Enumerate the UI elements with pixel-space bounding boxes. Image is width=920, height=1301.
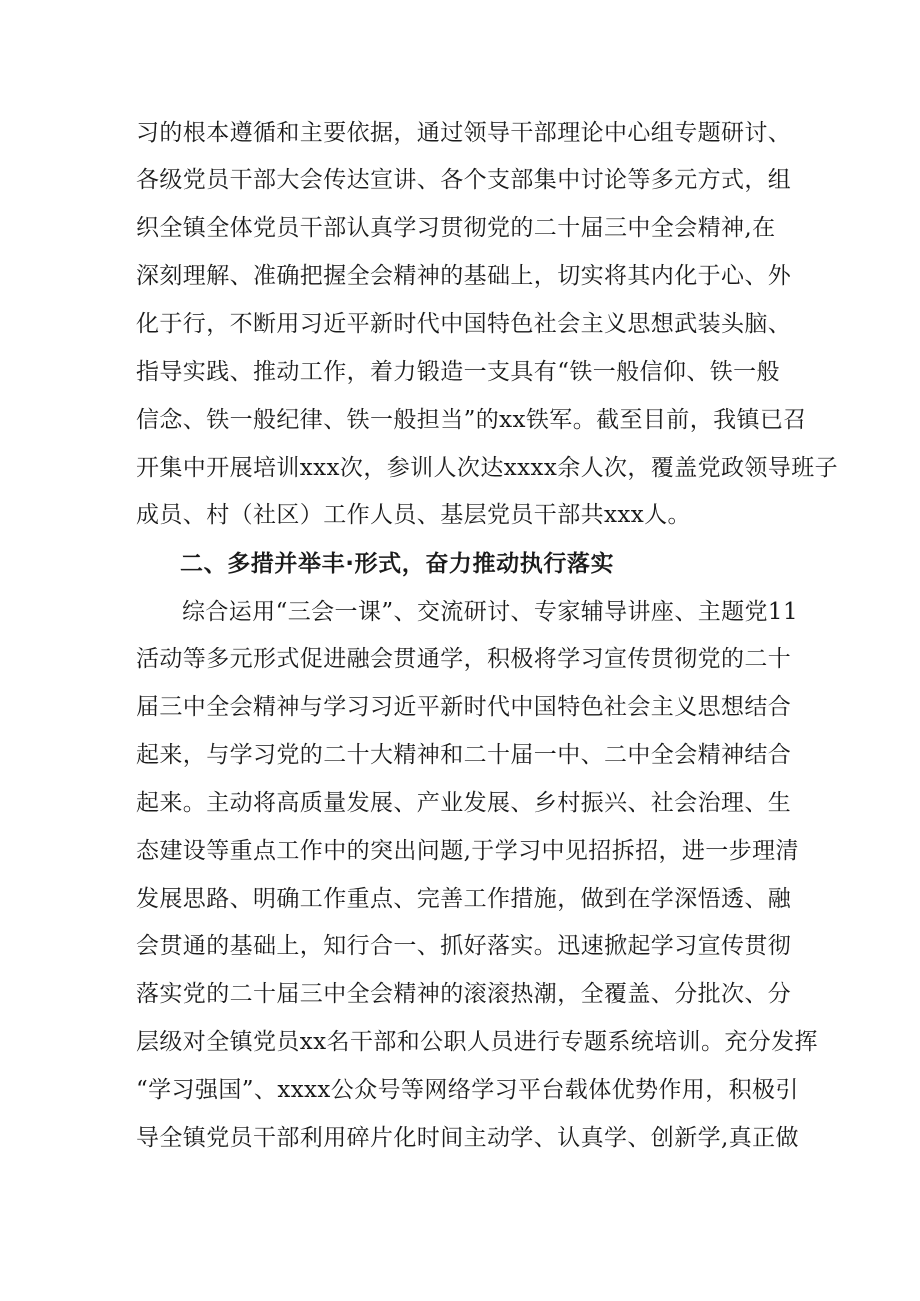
paragraph-1-line: 信念、铁一般纪律、铁一般担当”的xx铁军。截至目前，我镇已召 — [136, 407, 807, 433]
paragraph-1-line: 指导实践、推动工作，着力锻造一支具有“铁一般信仰、铁一般 — [136, 359, 780, 385]
paragraph-1-line: 习的根本遵循和主要依据，通过领导干部理论中心组专题研讨、 — [136, 120, 792, 146]
paragraph-2-line: 落实党的二十届三中全会精神的滚滚热潮，全覆盖、分批次、分 — [136, 981, 792, 1007]
paragraph-2-line: 起来。主动将高质量发展、产业发展、乡村振兴、社会治理、生 — [136, 790, 792, 816]
paragraph-1-line: 成员、村（社区）工作人员、基层党员干部共xxx人。 — [136, 502, 691, 528]
paragraph-1-line: 各级党员干部大会传达宣讲、各个支部集中讨论等多元方式，组 — [136, 167, 792, 193]
paragraph-2-line: “学习强国”、xxxx公众号等网络学习平台载体优势作用，积极引 — [136, 1077, 799, 1103]
paragraph-1-line: 织全镇全体党员干部认真学习贯彻党的二十届三中全会精神,在 — [136, 215, 776, 241]
paragraph-2-line: 届三中全会精神与学习习近平新时代中国特色社会主义思想结合 — [136, 694, 792, 720]
section-heading: 二、多措并举丰·形式，奋力推动执行落实 — [180, 551, 615, 577]
paragraph-1-line: 化于行，不断用习近平新时代中国特色社会主义思想武装头脑、 — [136, 311, 792, 337]
paragraph-2-line: 层级对全镇党员xx名干部和公职人员进行专题系统培训。充分发挥 — [136, 1029, 818, 1055]
paragraph-1-line: 开集中开展培训xxx次，参训人次达xxxx余人次，覆盖党政领导班子 — [136, 455, 838, 481]
paragraph-1-line: 深刻理解、准确把握全会精神的基础上，切实将其内化于心、外 — [136, 263, 792, 289]
paragraph-2-line: 活动等多元形式促进融会贯通学，积极将学习宣传贯彻党的二十 — [136, 646, 792, 672]
paragraph-2-line: 会贯通的基础上，知行合一、抓好落实。迅速掀起学习宣传贯彻 — [136, 933, 792, 959]
paragraph-2-line: 态建设等重点工作中的突出问题,于学习中见招拆招，进一步理清 — [136, 838, 799, 864]
paragraph-2-line: 综合运用“三会一课”、交流研讨、专家辅导讲座、主题党11 — [182, 599, 798, 625]
paragraph-2-line: 发展思路、明确工作重点、完善工作措施，做到在学深悟透、融 — [136, 886, 792, 912]
paragraph-2-line: 起来，与学习党的二十大精神和二十届一中、二中全会精神结合 — [136, 742, 792, 768]
paragraph-2-line: 导全镇党员干部利用碎片化时间主动学、认真学、创新学,真正做 — [136, 1125, 799, 1151]
